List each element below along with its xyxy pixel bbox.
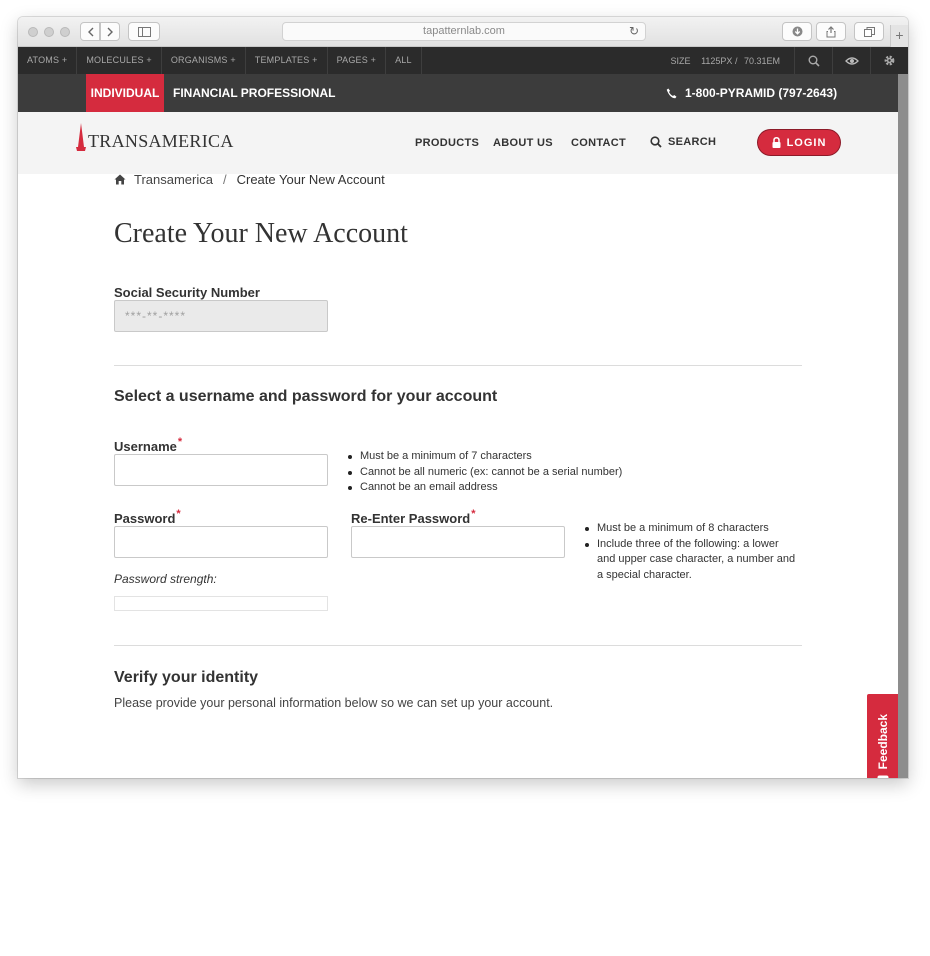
username-rules <box>348 449 622 496</box>
search-icon <box>650 136 662 148</box>
lock-icon <box>772 137 781 148</box>
back-button[interactable] <box>80 22 100 41</box>
browser-toolbar <box>18 17 908 47</box>
eye-icon <box>845 56 859 66</box>
nav-contact[interactable]: CONTACT <box>571 137 627 149</box>
password-label <box>114 508 181 526</box>
tab-individual[interactable]: INDIVIDUAL <box>86 74 164 112</box>
search-icon <box>808 55 820 67</box>
zoom-window-button[interactable] <box>60 27 70 37</box>
pl-view-button[interactable] <box>832 47 870 74</box>
feedback-tab[interactable] <box>867 694 898 778</box>
required-asterisk: * <box>177 436 183 448</box>
phone-number: 1-800-PYRAMID (797-2643) <box>685 86 838 100</box>
downloads-button[interactable] <box>782 22 812 41</box>
reenter-password-label-text: Re-Enter Password <box>351 511 471 526</box>
pl-menu-templates[interactable]: TEMPLATES + <box>246 47 328 74</box>
pl-controls <box>671 47 908 74</box>
nav-products[interactable]: PRODUCTS <box>415 137 480 149</box>
login-button[interactable] <box>758 130 840 155</box>
sidebar-toggle-button[interactable] <box>128 22 160 41</box>
username-rule: Must be a minimum of 7 characters <box>348 449 622 465</box>
feedback-icon <box>877 775 889 778</box>
browser-window <box>18 17 908 778</box>
username-label <box>114 436 183 454</box>
close-window-button[interactable] <box>28 27 38 37</box>
phone-link[interactable] <box>666 74 837 112</box>
gear-icon <box>883 54 896 67</box>
page-viewport <box>18 74 908 778</box>
username-rule: Cannot be an email address <box>348 480 622 496</box>
url-text: tapatternlab.com <box>423 25 505 37</box>
pl-menu-molecules[interactable]: MOLECULES + <box>77 47 161 74</box>
tabs-icon <box>864 27 875 37</box>
size-em[interactable]: 70.31EM <box>743 55 780 66</box>
main-navigation <box>18 112 908 174</box>
sidebar-icon <box>138 27 151 37</box>
transamerica-logo[interactable] <box>76 123 234 151</box>
username-input[interactable] <box>114 454 328 486</box>
nav-search[interactable] <box>650 136 716 148</box>
verify-heading: Verify your identity <box>114 669 259 686</box>
pl-settings-button[interactable] <box>870 47 908 74</box>
nav-about-us[interactable]: ABOUT US <box>493 137 553 149</box>
breadcrumb-home[interactable]: Transamerica <box>134 172 213 187</box>
verify-description: Please provide your personal information below so we can set up your account. <box>114 696 554 710</box>
feedback-label: Feedback <box>875 713 890 769</box>
password-strength-label: Password strength: <box>114 572 217 586</box>
new-tab-button[interactable]: + <box>890 25 908 47</box>
password-rules <box>585 521 800 584</box>
share-button[interactable] <box>816 22 846 41</box>
size-px[interactable]: 1125PX / <box>701 55 738 66</box>
password-input[interactable] <box>114 526 328 558</box>
reenter-password-input[interactable] <box>351 526 565 558</box>
ssn-label: Social Security Number <box>114 285 260 300</box>
logo-wordmark: TRANSAMERICA <box>88 131 234 151</box>
breadcrumb <box>114 172 385 187</box>
password-rule: Include three of the following: a lower and upper case character, a number and a special character. <box>585 537 800 584</box>
share-icon <box>826 26 836 38</box>
credentials-heading: Select a username and password for your account <box>114 388 498 405</box>
tabs-button[interactable] <box>854 22 884 41</box>
required-asterisk: * <box>176 508 181 520</box>
required-asterisk: * <box>471 508 476 520</box>
pyramid-logo-icon <box>76 123 86 151</box>
reenter-password-label <box>351 508 476 526</box>
viewport-size <box>671 56 780 66</box>
phone-icon <box>666 88 677 99</box>
pl-search-button[interactable] <box>794 47 832 74</box>
chevron-right-icon <box>107 27 114 37</box>
username-label-text: Username <box>114 439 177 454</box>
utility-bar <box>18 74 908 112</box>
breadcrumb-separator: / <box>222 172 227 187</box>
page-title: Create Your New Account <box>114 218 408 249</box>
breadcrumb-current: Create Your New Account <box>236 172 385 187</box>
pl-menu-all[interactable]: ALL <box>386 47 422 74</box>
password-strength-meter <box>114 596 328 611</box>
forward-button[interactable] <box>100 22 120 41</box>
ssn-field: ***-**-**** <box>114 300 328 332</box>
page-scrollbar[interactable] <box>898 74 908 778</box>
section-divider <box>114 365 802 366</box>
password-rule: Must be a minimum of 8 characters <box>585 521 800 537</box>
nav-search-label: SEARCH <box>668 136 717 148</box>
tab-financial-professional[interactable]: FINANCIAL PROFESSIONAL <box>173 86 336 100</box>
pl-menu-atoms[interactable]: ATOMS + <box>18 47 77 74</box>
minimize-window-button[interactable] <box>44 27 54 37</box>
username-rule: Cannot be all numeric (ex: cannot be a serial number) <box>348 465 622 481</box>
pl-menu-organisms[interactable]: ORGANISMS + <box>162 47 246 74</box>
home-icon[interactable] <box>114 174 126 185</box>
reload-icon[interactable]: ↻ <box>628 24 639 38</box>
pattern-lab-toolbar <box>18 47 908 74</box>
download-icon <box>792 26 803 37</box>
pl-menu-pages[interactable]: PAGES + <box>328 47 387 74</box>
password-label-text: Password <box>114 511 176 526</box>
section-divider <box>114 645 802 646</box>
size-label: SIZE <box>670 55 691 66</box>
address-bar[interactable] <box>282 22 646 41</box>
chevron-left-icon <box>87 27 94 37</box>
login-label: LOGIN <box>786 136 827 149</box>
